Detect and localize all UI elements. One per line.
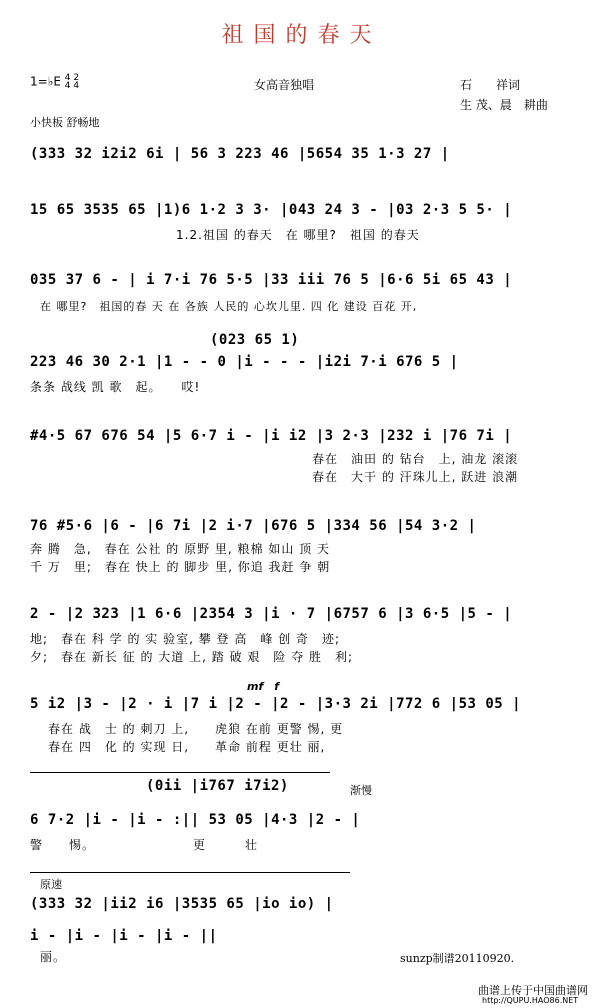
lyric-line-9: 警 惕。 更 壮 (30, 838, 259, 852)
lyricist-credit: 石 祥词 (460, 78, 521, 92)
score-prefix-9: (0ii |i767 i7i2) (146, 778, 289, 794)
score-line-4: 223 46 30 2·1 |1 - - 0 |i - - - |i2i 7·i 676 5 | (30, 354, 459, 370)
score-line-10a: (333 32 |ii2 i6 |3535 65 |io io) | (30, 896, 334, 912)
key-signature (30, 74, 79, 90)
lyric-line-6a: 奔 腾 急, 春在 公社 的 原野 里, 粮棉 如山 顶 天 (30, 542, 330, 556)
score-line-2: 15 65 3535 65 |1)6 1·2 3 3· |043 24 3 - |03 2·3 5 5· | (30, 202, 513, 218)
lyric-line-10: 丽。 (40, 950, 67, 964)
tempo-change: 渐慢 (350, 784, 372, 797)
score-line-8: 5 i2 |3 - |2 · i |7 i |2 - |2 - |3·3 2i |772 6 |53 05 | (30, 696, 522, 712)
site-url[interactable]: http://QUPU.HAO86.NET (482, 996, 579, 1005)
time-signature: 4 2 4 4 (64, 73, 80, 91)
lyric-line-2: 1.2.祖国 的春天 在 哪里? 祖国 的春天 (176, 228, 420, 242)
lyric-line-3: 在 哪里? 祖国的春 天 在 各族 人民的 心坎儿里. 四 化 建设 百花 开, (40, 300, 418, 313)
lyric-line-4: 条条 战线 凯 歌 起。 哎! (30, 380, 201, 394)
lyric-line-7b: 夕; 春在 新长 征 的 大道 上, 踏 破 艰 险 夺 胜 利; (30, 650, 354, 664)
score-line-1: (333 32 i2i2 6i | 56 3 223 46 |5654 35 1·3 27 | (30, 146, 450, 162)
tempo-marking: 小快板 舒畅地 (30, 116, 100, 129)
score-line-9: 6 7·2 |i - |i - :|| 53 05 |4·3 |2 - | (30, 812, 361, 828)
lyric-line-5a: 春在 油田 的 钻台 上, 油龙 滚滚 (312, 452, 519, 466)
score-line-3: 035 37 6 - | i 7·i 76 5·5 |33 iii 76 5 |6·6 5i 65 43 | (30, 272, 513, 288)
coda-line (30, 872, 350, 873)
score-prefix-4: (023 65 1) (210, 332, 300, 348)
key-main: 1=♭E (30, 74, 61, 89)
lyric-line-8a: 春在 战 士 的 刺刀 上, 虎狼 在前 更警 惕, 更 (48, 722, 344, 736)
lyric-line-6b: 千 万 里; 春在 快上 的 脚步 里, 你追 我赶 争 朝 (30, 560, 331, 574)
lyric-line-7a: 地; 春在 科 学 的 实 验室, 攀 登 高 峰 创 奇 迹; (30, 632, 341, 646)
score-line-7: 2 - |2 323 |1 6·6 |2354 3 |i · 7 |6757 6 |3 6·5 |5 - | (30, 606, 513, 622)
return-tempo: 原速 (40, 878, 62, 891)
lyric-line-5b: 春在 大干 的 汗珠儿上, 跃进 浪潮 (312, 470, 519, 484)
performance-type: 女高音独唱 (254, 78, 315, 92)
site-name: 曲谱上传于中国曲谱网 (478, 984, 588, 997)
score-line-5: #4·5 67 676 54 |5 6·7 i - |i i2 |3 2·3 |232 i |76 7i | (30, 428, 513, 444)
score-line-10b: i - |i - |i - |i - || (30, 928, 218, 944)
volta-line (30, 772, 330, 773)
transcriber-credit: sunzp制谱20110920. (400, 952, 515, 965)
score-line-6: 76 #5·6 |6 - |6 7i |2 i·7 |676 5 |334 56 |54 3·2 | (30, 518, 477, 534)
dynamics-marking: mf f (247, 680, 280, 693)
composer-credit: 生 茂、晨 耕曲 (460, 98, 548, 112)
lyric-line-8b: 春在 四 化 的 实现 日, 革命 前程 更壮 丽, (48, 740, 326, 754)
page-title: 祖国的春天 (221, 23, 382, 48)
